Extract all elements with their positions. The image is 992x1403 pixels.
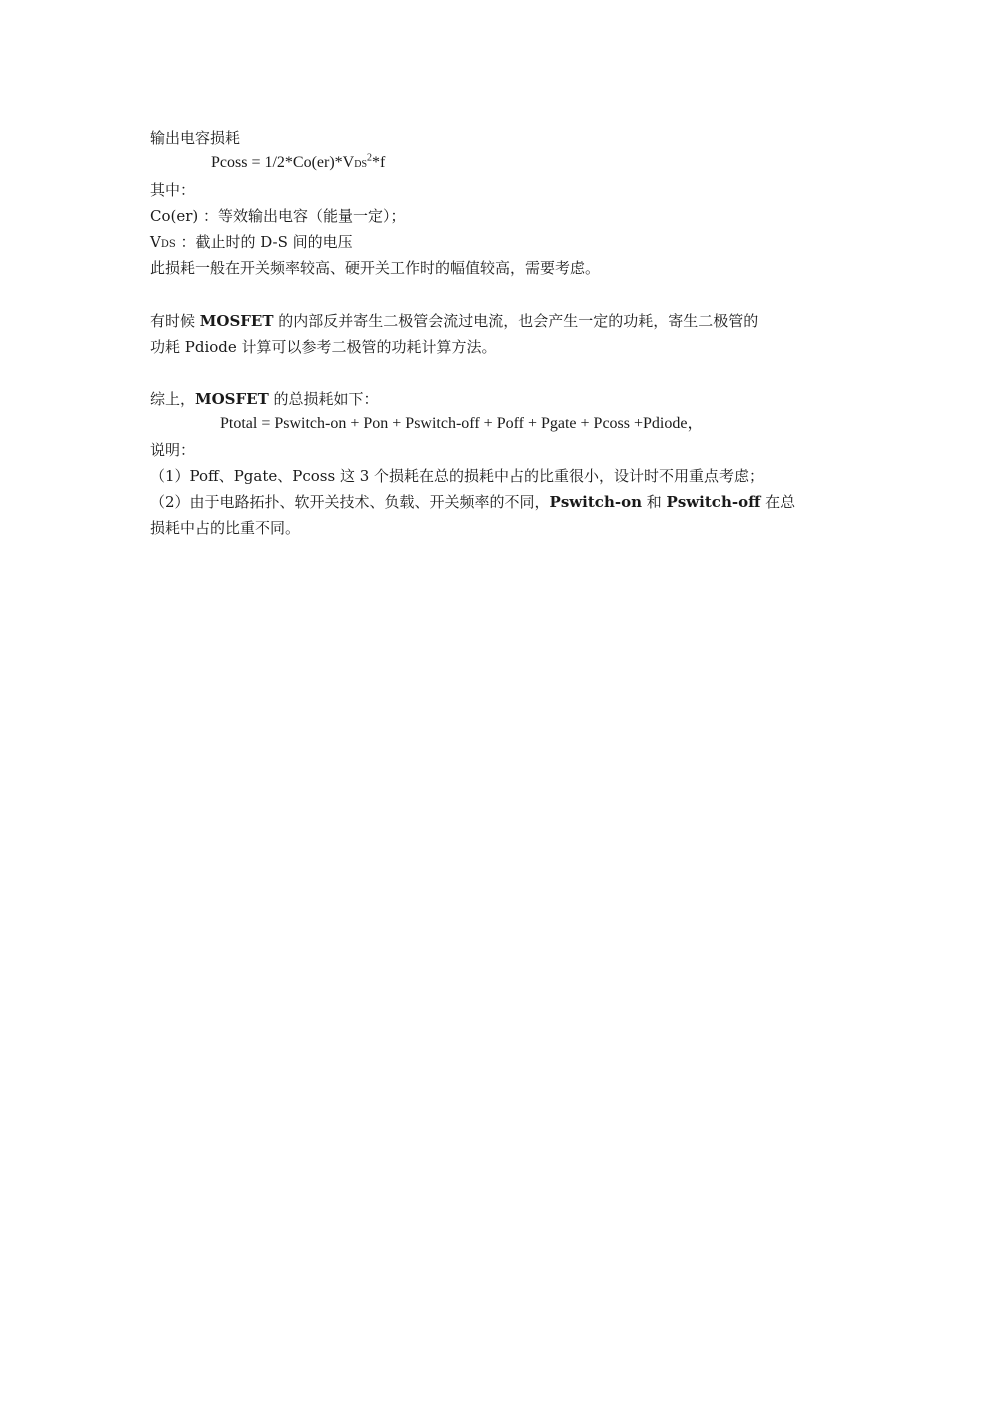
loss-note — [150, 258, 600, 278]
definition-coer-text: Co(er) ：等效输出电容（能量一定）； — [150, 207, 406, 225]
heading-text: 输出电容损耗 — [150, 129, 241, 147]
definition-vds-text: ：截止时的 D-S 间的电压 — [175, 233, 353, 251]
definition-vds-sub: DS — [160, 239, 176, 250]
formula-pcoss — [211, 153, 385, 175]
note-item-2-text-a: （2）由于电路拓扑、软开关技术、负载、开关频率的不同， — [150, 493, 550, 511]
summary-mosfet: MOSFET — [195, 390, 269, 408]
note-item-2-pswitch-on: Pswitch-on — [549, 493, 642, 511]
note-item-2-text-b: 和 — [642, 493, 667, 511]
note-item-2-text-c: 在总 — [760, 493, 796, 511]
paragraph-diode-line1 — [150, 311, 758, 331]
note-item-1-text: （1）Poff、Pgate、Pcoss 这 3 个损耗在总的损耗中占的比重很小，设计时不用重点考虑； — [150, 467, 765, 485]
note-item-2-line2-text: 损耗中占的比重不同。 — [150, 519, 301, 537]
definition-vds-v: V — [150, 233, 161, 251]
section-heading — [150, 128, 240, 148]
where-label-text: 其中： — [150, 181, 196, 199]
formula-pcoss-exponent: 2 — [367, 152, 373, 164]
paragraph-diode-text-b: 的内部反并寄生二极管会流过电流，也会产生一定的功耗，寄生二极管的 — [273, 312, 759, 330]
loss-note-text: 此损耗一般在开关频率较高、硬开关工作时的幅值较高，需要考虑。 — [150, 259, 601, 277]
where-label — [150, 180, 195, 200]
formula-pcoss-tail: *f — [372, 154, 386, 171]
summary-line — [150, 389, 379, 409]
paragraph-diode-line2 — [150, 337, 497, 357]
notes-label — [150, 440, 195, 460]
formula-pcoss-lhs: Pcoss = 1/2*Co(er)*V — [211, 154, 355, 171]
paragraph-diode-line2-text: 功耗 Pdiode 计算可以参考二极管的功耗计算方法。 — [150, 338, 497, 356]
formula-ptotal-text: Ptotal = Pswitch-on + Pon + Pswitch-off + Poff + Pgate + Pcoss +Pdiode， — [220, 415, 704, 432]
paragraph-diode-text-a: 有时候 — [150, 312, 200, 330]
paragraph-diode-mosfet: MOSFET — [199, 312, 274, 330]
definition-coer — [150, 206, 406, 226]
definition-vds — [150, 232, 353, 255]
note-item-2-pswitch-off: Pswitch-off — [666, 493, 761, 511]
note-item-1 — [150, 466, 764, 486]
summary-text-a: 综上， — [150, 390, 196, 408]
summary-text-b: 的总损耗如下： — [268, 390, 379, 408]
note-item-2-continuation — [150, 518, 300, 538]
formula-ptotal — [220, 414, 703, 434]
notes-label-text: 说明： — [150, 441, 196, 459]
note-item-2 — [150, 492, 795, 512]
formula-pcoss-vds-sub: DS — [354, 159, 368, 170]
